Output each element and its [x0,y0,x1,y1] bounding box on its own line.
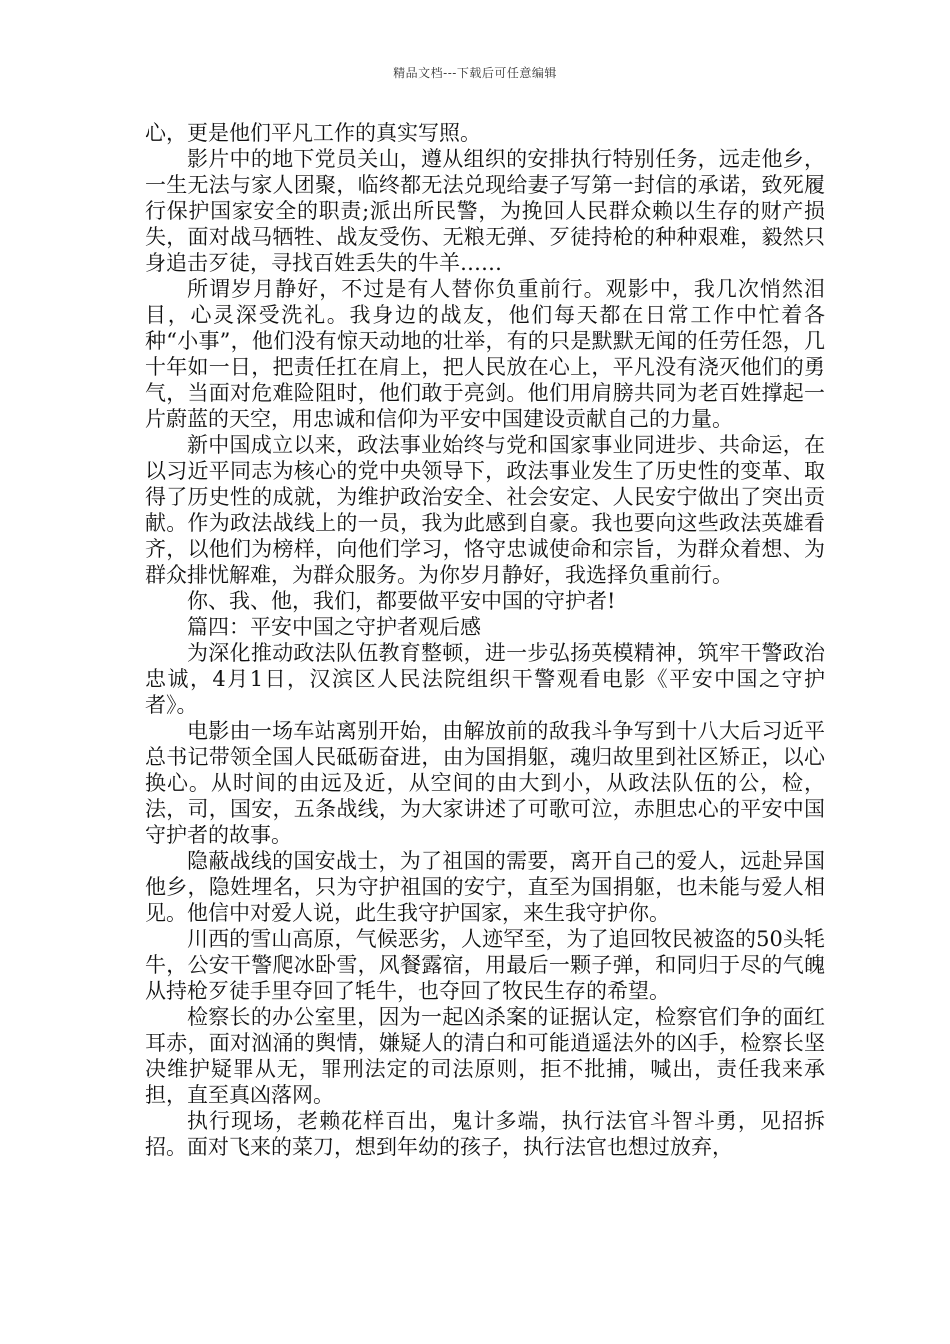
paragraph: 为深化推动政法队伍教育整顿，进一步弘扬英模精神，筑牢干警政治忠诚，4月1日，汉滨区人民法院组织干警观看电影《平安中国之守护者》。 [145,641,825,717]
paragraph: 你、我、他，我们，都要做平安中国的守护者! [187,589,616,613]
section-heading: 篇四：平安中国之守护者观后感 [187,615,481,639]
paragraph: 电影由一场车站离别开始，由解放前的敌我斗争写到十八大后习近平总书记带领全国人民砥砺奋进，由为国捐躯，魂归故里到社区矫正，以心换心。从时间的由远及近，从空间的由大到小，从政法队伍的公，检，法，司，国安，五条战线，为大家讲述了可歌可泣，赤胆忠心的平安中国守护者的故事。 [145,719,825,847]
paragraph: 新中国成立以来，政法事业始终与党和国家事业同进步、共命运，在以习近平同志为核心的党中央领导下，政法事业发生了历史性的变革、取得了历史性的成就，为维护政治安全、社会安定、人民安宁做出了突出贡献。作为政法战线上的一员，我为此感到自豪。我也要向这些政法英雄看齐，以他们为榜样，向他们学习，恪守忠诚使命和宗旨，为群众着想、为群众排忧解难，为群众服务。为你岁月静好，我选择负重前行。 [145,433,825,587]
paragraph: 检察长的办公室里，因为一起凶杀案的证据认定，检察官们争的面红耳赤，面对汹涌的舆情，嫌疑人的清白和可能逍遥法外的凶手，检察长坚决维护疑罪从无，罪刑法定的司法原则，拒不批捕，喊出，责任我来承担，直至真凶落网。 [145,1005,825,1107]
paragraph: 川西的雪山高原，气候恶劣，人迹罕至，为了追回牧民被盗的50头牦牛，公安干警爬冰卧雪，风餐露宿，用最后一颗子弹，和同归于尽的气魄从持枪歹徒手里夺回了牦牛，也夺回了牧民生存的希望。 [145,927,825,1003]
paragraph: 心，更是他们平凡工作的真实写照。 [145,121,481,145]
paragraph: 隐蔽战线的国安战士，为了祖国的需要，离开自己的爱人，远赴异国他乡，隐姓埋名，只为守护祖国的安宁，直至为国捐躯，也未能与爱人相见。他信中对爱人说，此生我守护国家，来生我守护你。 [145,849,825,925]
document-body [145,120,825,1160]
paragraph: 所谓岁月静好，不过是有人替你负重前行。观影中，我几次悄然泪目，心灵深受洗礼。我身边的战友，他们每天都在日常工作中忙着各种“小事”，他们没有惊天动地的壮举，有的只是默默无闻的任劳任怨，几十年如一日，把责任扛在肩上，把人民放在心上，平凡没有浇灭他们的勇气，当面对危难险阻时，他们敢于亮剑。他们用肩膀共同为老百姓撑起一片蔚蓝的天空，用忠诚和信仰为平安中国建设贡献自己的力量。 [145,277,825,431]
page-header: 精品文档---下载后可任意编辑 [393,66,557,80]
paragraph: 影片中的地下党员关山，遵从组织的安排执行特别任务，远走他乡，一生无法与家人团聚，临终都无法兑现给妻子写第一封信的承诺，致死履行保护国家安全的职责;派出所民警，为挽回人民群众赖以生存的财产损失，面对战马牺牲、战友受伤、无粮无弹、歹徒持枪的种种艰难，毅然只身追击歹徒，寻找百姓丢失的牛羊…… [145,147,825,275]
paragraph: 执行现场，老赖花样百出，鬼计多端，执行法官斗智斗勇，见招拆招。面对飞来的菜刀，想到年幼的孩子，执行法官也想过放弃， [145,1109,825,1159]
